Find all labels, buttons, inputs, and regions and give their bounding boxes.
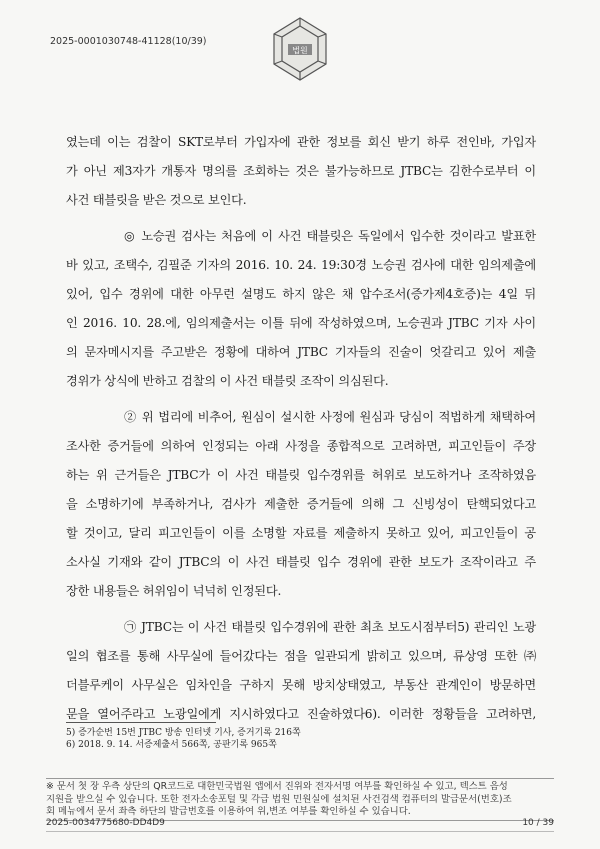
paragraph-line: 문을 열어주라고 노광일에게 지시하였다고 진술하였다6). 이러한 정황들을 고려하면, [66, 707, 536, 721]
verification-notice [46, 778, 554, 821]
paragraph-line: 였는데 이는 검찰이 SKT로부터 가입자에 관한 정보를 회신 받기 하루 전인바, 가입자 [66, 135, 536, 149]
footnote: 6) 2018. 9. 14. 서증제출서 566쪽, 공판기록 965쪽 [66, 740, 277, 750]
paragraph-line: 하는 위 근거들은 JTBC가 이 사건 태블릿 입수경위를 허위로 보도하거나 조작하였음 [66, 468, 536, 482]
paragraph-line: 가 아닌 제3자가 개통자 명의를 조회하는 것은 불가능하므로 JTBC는 김한수로부터 이 [66, 164, 536, 178]
paragraph-line: 일의 협조를 통해 사무실에 들어갔다는 점을 일관되게 밝히고 있으며, 류상영 또한 ㈜ [66, 649, 536, 663]
footnote-divider [66, 722, 216, 723]
issue-number: 2025-0034775680-DD4D9 [46, 818, 165, 828]
paragraph-line: 사건 태블릿을 받은 것으로 보인다. [66, 193, 247, 207]
document-id: 2025-0001030748-41128(10/39) [50, 36, 207, 47]
paragraph-line: 인 2016. 10. 28.에, 임의제출서는 이틀 뒤에 작성하였으며, 노승권과 JTBC 기자 사이 [66, 316, 536, 330]
notice-line: ※ 문서 첫 장 우측 상단의 QR코드로 대한민국법원 앱에서 진위와 전자서명 여부를 확인하실 수 있고, 텍스트 음성 [46, 781, 508, 792]
paragraph-line: 장한 내용들은 허위임이 넉넉히 인정된다. [66, 584, 282, 598]
notice-line: 지원을 받으실 수 있습니다. 또한 전자소송포털 및 각급 법원 민원실에 설치된 사건검색 컴퓨터의 발급문서(번호)조 [46, 793, 512, 805]
paragraph-line: 더블루케이 사무실은 임차인을 구하지 못해 방치상태였고, 부동산 관계인이 방문하면 [66, 678, 536, 692]
paragraph-line: ㉠ JTBC는 이 사건 태블릿 입수경위에 관한 최초 보도시점부터5) 관리인 노광 [124, 620, 536, 634]
paragraph-line: 을 소명하기에 부족하거나, 검사가 제출한 증거들에 의해 그 신빙성이 탄핵되었다고 [66, 497, 536, 511]
page-number: 10 / 39 [522, 818, 554, 828]
footnotes [66, 727, 536, 751]
body-text [66, 128, 536, 729]
paragraph-line: 있어, 입수 경위에 대한 아무런 설명도 하지 않은 채 압수조서(증가제4호증)는 4일 뒤 [66, 287, 536, 301]
paragraph-line: 바 있고, 조택수, 김필준 기자의 2016. 10. 24. 19:30경 노승권 검사에 대한 임의제출에 [66, 258, 536, 272]
paragraph-line: 조사한 증거들에 의하여 인정되는 아래 사정을 종합적으로 고려하면, 피고인들이 주장 [66, 439, 536, 453]
paragraph-line: ② 위 법리에 비추어, 원심이 설시한 사정에 원심과 당심이 적법하게 채택하여 [124, 410, 536, 424]
seal-text: 법원 [292, 46, 308, 55]
paragraph-line: ◎ 노승권 검사는 처음에 이 사건 태블릿은 독일에서 입수한 것이라고 발표한 [124, 229, 536, 243]
court-seal [268, 14, 332, 84]
footer-divider [46, 831, 554, 832]
notice-line: 회 메뉴에서 문서 좌측 하단의 발급번호를 이용하여 위,변조 여부를 확인하실 수 있습니다. [46, 806, 411, 817]
paragraph-line: 경위가 상식에 반하고 검찰의 이 사건 태블릿 조작이 의심된다. [66, 374, 389, 388]
paragraph-line: 할 것이고, 달리 피고인들이 이를 소명할 자료를 제출하지 못하고 있어, 피고인들이 공 [66, 526, 536, 540]
paragraph-line: 소사실 기재와 같이 JTBC의 이 사건 태블릿 입수 경위에 관한 보도가 조작이라고 주 [66, 555, 536, 569]
paragraph-line: 의 문자메시지를 주고받은 정황에 대하여 JTBC 기자들의 진술이 엇갈리고 있어 제출 [66, 345, 536, 359]
footnote: 5) 증가순번 15번 JTBC 방송 인터넷 기사, 증거기록 216쪽 [66, 728, 301, 738]
